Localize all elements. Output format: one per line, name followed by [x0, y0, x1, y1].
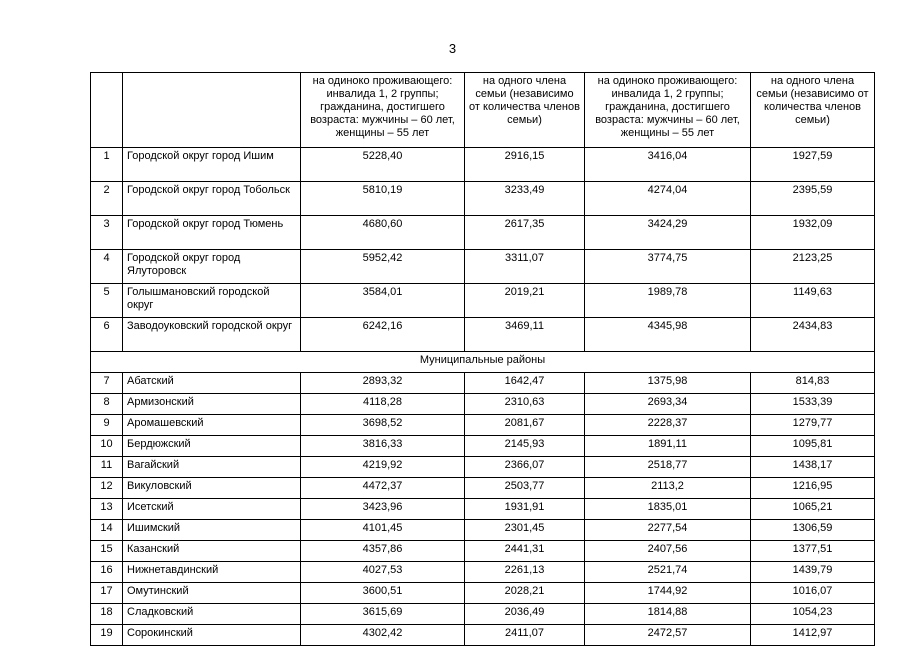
- value-cell: 1306,59: [751, 520, 875, 541]
- value-cell: 2028,21: [465, 583, 585, 604]
- value-cell: 1216,95: [751, 478, 875, 499]
- row-number-cell: 11: [91, 457, 123, 478]
- table-row: [91, 415, 875, 436]
- value-cell: 3698,52: [301, 415, 465, 436]
- value-cell: 1533,39: [751, 394, 875, 415]
- municipality-name-cell: Сорокинский: [123, 625, 301, 646]
- municipality-name-cell: Городской округ город Тобольск: [123, 182, 301, 216]
- table-row: [91, 182, 875, 216]
- value-cell: 1642,47: [465, 373, 585, 394]
- municipality-name-cell: Викуловский: [123, 478, 301, 499]
- row-number-cell: 1: [91, 148, 123, 182]
- value-cell: 1814,88: [585, 604, 751, 625]
- table-row: [91, 478, 875, 499]
- value-cell: 3469,11: [465, 318, 585, 352]
- value-cell: 2277,54: [585, 520, 751, 541]
- value-cell: 3584,01: [301, 284, 465, 318]
- value-cell: 2123,25: [751, 250, 875, 284]
- value-cell: 2434,83: [751, 318, 875, 352]
- municipality-name-cell: Нижнетавдинский: [123, 562, 301, 583]
- value-cell: 2261,13: [465, 562, 585, 583]
- value-cell: 3615,69: [301, 604, 465, 625]
- header-cell-single-2: на одиноко проживающего: инвалида 1, 2 группы; гражданина, достигшего возраста: мужчины – 60 лет, женщины – 55 лет: [585, 73, 751, 148]
- table-row: [91, 250, 875, 284]
- value-cell: 5228,40: [301, 148, 465, 182]
- value-cell: 2113,2: [585, 478, 751, 499]
- header-cell-member-1: на одного члена семьи (независимо от количества членов семьи): [465, 73, 585, 148]
- municipality-name-cell: Исетский: [123, 499, 301, 520]
- table-row: [91, 216, 875, 250]
- value-cell: 1931,91: [465, 499, 585, 520]
- municipality-name-cell: Городской округ город Тюмень: [123, 216, 301, 250]
- value-cell: 2521,74: [585, 562, 751, 583]
- row-number-cell: 2: [91, 182, 123, 216]
- value-cell: 1438,17: [751, 457, 875, 478]
- value-cell: 2518,77: [585, 457, 751, 478]
- value-cell: 1279,77: [751, 415, 875, 436]
- header-cell-name: [123, 73, 301, 148]
- municipality-name-cell: Ишимский: [123, 520, 301, 541]
- municipality-name-cell: Аромашевский: [123, 415, 301, 436]
- value-cell: 1932,09: [751, 216, 875, 250]
- row-number-cell: 5: [91, 284, 123, 318]
- municipality-name-cell: Заводоуковский городской округ: [123, 318, 301, 352]
- section-row: [91, 352, 875, 373]
- section-title: Муниципальные районы: [91, 352, 875, 373]
- value-cell: 2301,45: [465, 520, 585, 541]
- value-cell: 1375,98: [585, 373, 751, 394]
- row-number-cell: 10: [91, 436, 123, 457]
- table-row: [91, 499, 875, 520]
- value-cell: 2019,21: [465, 284, 585, 318]
- value-cell: 1439,79: [751, 562, 875, 583]
- value-cell: 1927,59: [751, 148, 875, 182]
- value-cell: 2503,77: [465, 478, 585, 499]
- municipality-name-cell: Омутинский: [123, 583, 301, 604]
- municipality-name-cell: Армизонский: [123, 394, 301, 415]
- value-cell: 2036,49: [465, 604, 585, 625]
- value-cell: 3816,33: [301, 436, 465, 457]
- row-number-cell: 8: [91, 394, 123, 415]
- value-cell: 3774,75: [585, 250, 751, 284]
- table-row: [91, 318, 875, 352]
- value-cell: 4118,28: [301, 394, 465, 415]
- value-cell: 5952,42: [301, 250, 465, 284]
- value-cell: 1412,97: [751, 625, 875, 646]
- value-cell: 4101,45: [301, 520, 465, 541]
- value-cell: 2617,35: [465, 216, 585, 250]
- header-cell-single-1: на одиноко проживающего: инвалида 1, 2 группы; гражданина, достигшего возраста: мужчины – 60 лет, женщины – 55 лет: [301, 73, 465, 148]
- header-cell-number: [91, 73, 123, 148]
- municipality-name-cell: Абатский: [123, 373, 301, 394]
- municipality-name-cell: Вагайский: [123, 457, 301, 478]
- municipality-name-cell: Казанский: [123, 541, 301, 562]
- municipality-name-cell: Голышмановский городской округ: [123, 284, 301, 318]
- value-cell: 1835,01: [585, 499, 751, 520]
- value-cell: 4274,04: [585, 182, 751, 216]
- value-cell: 4219,92: [301, 457, 465, 478]
- value-cell: 1016,07: [751, 583, 875, 604]
- value-cell: 3311,07: [465, 250, 585, 284]
- municipality-name-cell: Городской округ город Ишим: [123, 148, 301, 182]
- value-cell: 5810,19: [301, 182, 465, 216]
- value-cell: 2916,15: [465, 148, 585, 182]
- value-cell: 2366,07: [465, 457, 585, 478]
- value-cell: 3233,49: [465, 182, 585, 216]
- value-cell: 4357,86: [301, 541, 465, 562]
- municipality-name-cell: Городской округ город Ялуторовск: [123, 250, 301, 284]
- table-row: [91, 394, 875, 415]
- table-row: [91, 583, 875, 604]
- table-header-row: [91, 73, 875, 148]
- table-row: [91, 457, 875, 478]
- value-cell: 6242,16: [301, 318, 465, 352]
- value-cell: 2395,59: [751, 182, 875, 216]
- value-cell: 2693,34: [585, 394, 751, 415]
- table-row: [91, 284, 875, 318]
- table-row: [91, 604, 875, 625]
- table-row: [91, 562, 875, 583]
- value-cell: 4680,60: [301, 216, 465, 250]
- value-cell: 1989,78: [585, 284, 751, 318]
- municipality-name-cell: Сладковский: [123, 604, 301, 625]
- value-cell: 2145,93: [465, 436, 585, 457]
- value-cell: 4345,98: [585, 318, 751, 352]
- value-cell: 3600,51: [301, 583, 465, 604]
- row-number-cell: 18: [91, 604, 123, 625]
- value-cell: 4472,37: [301, 478, 465, 499]
- value-cell: 1891,11: [585, 436, 751, 457]
- value-cell: 1095,81: [751, 436, 875, 457]
- value-cell: 2310,63: [465, 394, 585, 415]
- table-row: [91, 541, 875, 562]
- row-number-cell: 9: [91, 415, 123, 436]
- row-number-cell: 7: [91, 373, 123, 394]
- municipality-name-cell: Бердюжский: [123, 436, 301, 457]
- row-number-cell: 15: [91, 541, 123, 562]
- value-cell: 1065,21: [751, 499, 875, 520]
- table-row: [91, 373, 875, 394]
- value-cell: 3423,96: [301, 499, 465, 520]
- value-cell: 1744,92: [585, 583, 751, 604]
- value-cell: 2081,67: [465, 415, 585, 436]
- row-number-cell: 3: [91, 216, 123, 250]
- row-number-cell: 13: [91, 499, 123, 520]
- row-number-cell: 14: [91, 520, 123, 541]
- value-cell: 2407,56: [585, 541, 751, 562]
- row-number-cell: 12: [91, 478, 123, 499]
- row-number-cell: 17: [91, 583, 123, 604]
- table-row: [91, 436, 875, 457]
- value-cell: 3416,04: [585, 148, 751, 182]
- row-number-cell: 6: [91, 318, 123, 352]
- row-number-cell: 16: [91, 562, 123, 583]
- value-cell: 1377,51: [751, 541, 875, 562]
- row-number-cell: 4: [91, 250, 123, 284]
- value-cell: 2441,31: [465, 541, 585, 562]
- page-number: 3: [448, 41, 457, 56]
- value-cell: 2893,32: [301, 373, 465, 394]
- value-cell: 4027,53: [301, 562, 465, 583]
- allowance-table: [90, 72, 875, 646]
- table-row: [91, 625, 875, 646]
- value-cell: 814,83: [751, 373, 875, 394]
- value-cell: 2472,57: [585, 625, 751, 646]
- header-cell-member-2: на одного члена семьи (независимо от количества членов семьи): [751, 73, 875, 148]
- value-cell: 1054,23: [751, 604, 875, 625]
- value-cell: 2411,07: [465, 625, 585, 646]
- row-number-cell: 19: [91, 625, 123, 646]
- table-row: [91, 520, 875, 541]
- table-row: [91, 148, 875, 182]
- value-cell: 4302,42: [301, 625, 465, 646]
- value-cell: 2228,37: [585, 415, 751, 436]
- value-cell: 1149,63: [751, 284, 875, 318]
- value-cell: 3424,29: [585, 216, 751, 250]
